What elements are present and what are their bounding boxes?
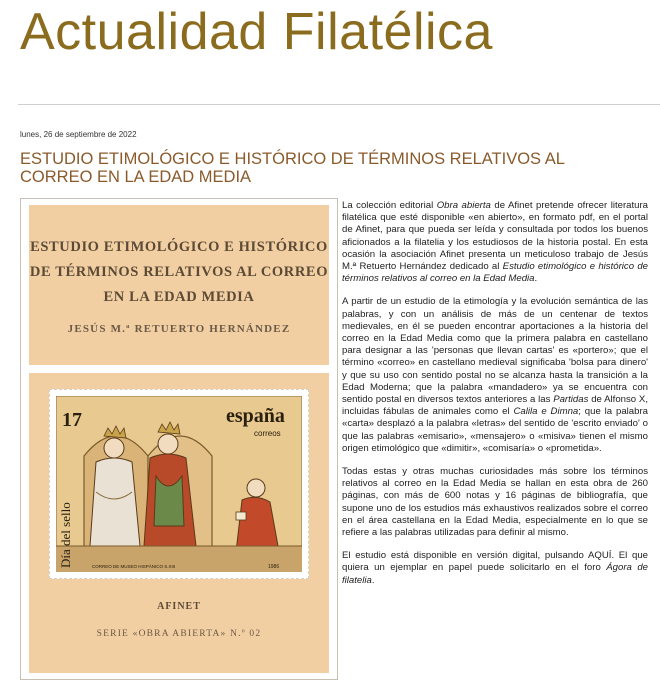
text: . El que quiera un ejemplar en papel puede solicitarlo en el foro bbox=[342, 550, 648, 574]
stamp-illustration bbox=[56, 396, 302, 572]
book-cover-image[interactable] bbox=[20, 198, 338, 680]
text: . bbox=[534, 273, 538, 285]
text: . bbox=[371, 574, 375, 586]
cover-top-panel bbox=[29, 205, 329, 365]
stamp-credit: CORREO DE MUSEO HISPÁNICO S.XIII bbox=[92, 564, 176, 569]
italic-text: Partidas bbox=[553, 394, 589, 406]
italic-text: Obra abierta bbox=[436, 200, 491, 211]
blog-title[interactable]: Actualidad Filatélica bbox=[20, 3, 493, 61]
header-divider bbox=[18, 104, 660, 105]
cover-author: JESÚS M.ª RETUERTO HERNÁNDEZ bbox=[67, 323, 291, 335]
cover-title-line: DE TÉRMINOS RELATIVOS AL CORREO bbox=[29, 264, 329, 280]
post-date: lunes, 26 de septiembre de 2022 bbox=[20, 130, 137, 139]
stamp-year: 1986 bbox=[268, 564, 280, 570]
cover-series: SERIE «OBRA ABIERTA» N.º 02 bbox=[96, 629, 262, 639]
post-body bbox=[342, 200, 648, 598]
text: de Afinet pretende ofrecer literatura filatélica que esté disponible «en abierto», en formato pdf, en el portal de Afinet, para que pueda ser leída y consultada por todos los buenos aficionados a la filatelia y los estudiosos de la historia postal. En esta ocasión la asociación Afinet presenta un meticuloso trabajo de Jesús M.ª Retuerto Hernández dedicado al bbox=[342, 200, 649, 273]
stamp-subtitle: correos bbox=[254, 429, 281, 438]
paragraph-3: Todas estas y otras muchas curiosidades más sobre los términos relativos al correo en la Edad Media se hallan en esta obra de 260 páginas, con más de 600 notas y 16 páginas de bibliografía, que supone uno de los estudios más exhaustivos realizados sobre el correo en el área castellana en la Edad Media, especialmente en lo que se refiere a las palabras utilizadas para definir al mismo. bbox=[342, 466, 648, 539]
download-link[interactable]: AQUÍ bbox=[587, 550, 612, 562]
cover-title-line: ESTUDIO ETIMOLÓGICO E HISTÓRICO bbox=[30, 239, 328, 255]
postage-stamp bbox=[49, 389, 309, 579]
cover-title-line: EN LA EDAD MEDIA bbox=[103, 289, 255, 305]
cover-publisher: AFINET bbox=[157, 601, 201, 612]
text: de Alfonso X, incluidas fábulas de animales como el bbox=[342, 394, 648, 418]
stamp-country: españa bbox=[226, 405, 285, 427]
paragraph-1 bbox=[342, 200, 648, 285]
text: El estudio está disponible en versión digital, pulsando bbox=[342, 550, 588, 562]
text: La colección editorial bbox=[342, 200, 437, 211]
italic-text: Estudio etimológico e histórico de términos relativos al correo en la Edad Media bbox=[342, 261, 648, 285]
italic-text: Calila e Dimna bbox=[513, 406, 579, 418]
stamp-side-text: Día del sello bbox=[58, 502, 73, 568]
paragraph-4 bbox=[342, 550, 648, 587]
cover-title bbox=[29, 235, 329, 310]
paragraph-2 bbox=[342, 296, 648, 455]
stamp-value: 17 bbox=[62, 409, 82, 431]
text: A partir de un estudio de la etimología y la evolución semántica de las palabras, y con un análisis de más de un centenar de textos medievales, en él se pueden encontrar aportaciones a la historia del correo en la Edad Media como que la primera palabra en castellano para designar a las 'personas que llevan cartas' es «portero»; que el término «correo» en castellano medieval significaba 'bolsa para dinero' y que su uso con sentido postal no se alcanza hasta la transición a la Edad Moderna; que la palabra «mandadero» ya se encuentra con sentido postal en diversos textos anteriores a las bbox=[342, 296, 648, 406]
text: ; que la palabra «carta» desplazó a la palabra «letras» del sentido de 'escrito enviado' o que las palabras «emisario», «mensajero» o «misiva» tienen el mismo origen etimológico que «dimitir», «comisaría» o «prometida». bbox=[342, 406, 648, 454]
post-title[interactable]: ESTUDIO ETIMOLÓGICO E HISTÓRICO DE TÉRMINOS RELATIVOS AL CORREO EN LA EDAD MEDIA bbox=[20, 150, 565, 186]
cover-bottom-panel bbox=[29, 373, 329, 673]
forum-link[interactable]: Ágora de filatelia bbox=[342, 562, 649, 586]
